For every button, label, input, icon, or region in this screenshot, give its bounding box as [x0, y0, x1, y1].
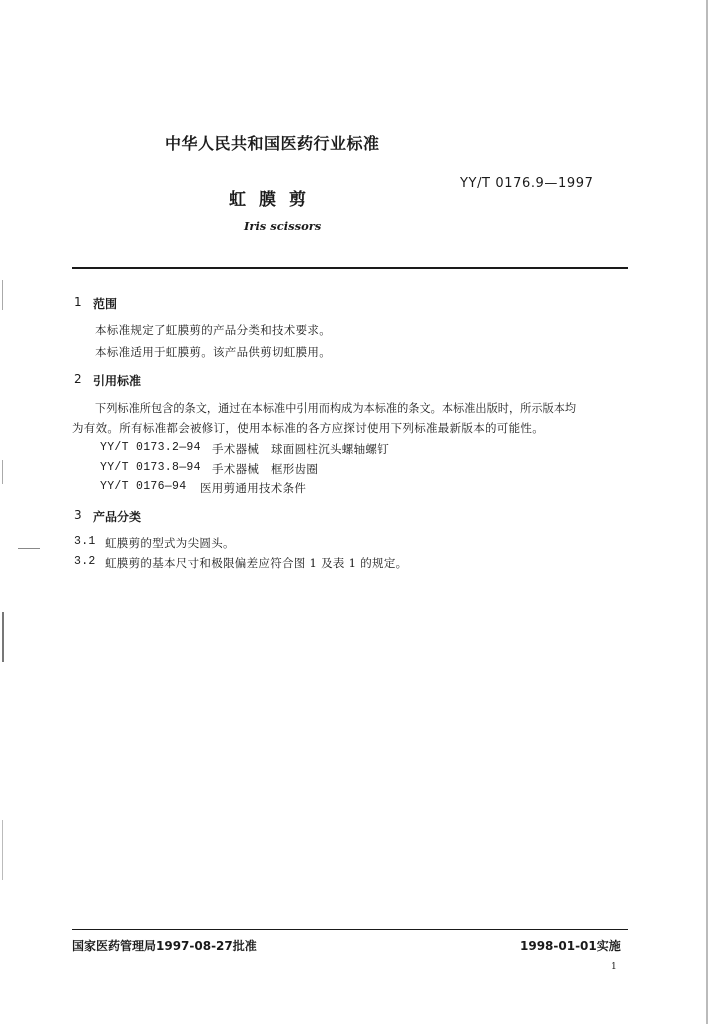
section-number: 3 [74, 508, 82, 522]
english-title: Iris scissors [244, 219, 322, 233]
clause-number: 3.1 [74, 535, 96, 548]
scan-mark [2, 820, 3, 880]
clause-text: 虹膜剪的型式为尖圆头。 [105, 536, 235, 550]
paragraph: 本标准适用于虹膜剪。该产品供剪切虹膜用。 [95, 345, 331, 359]
reference-name: 医用剪通用技术条件 [200, 481, 307, 495]
section-number: 1 [74, 295, 82, 309]
effective-date: 1998-01-01实施 [520, 939, 621, 953]
reference-name: 手术器械 框形齿圈 [212, 462, 319, 476]
reference-code: YY/T 0173.8—94 [100, 461, 201, 474]
section-title: 产品分类 [93, 510, 142, 524]
paragraph: 为有效。所有标准都会被修订，使用本标准的各方应探讨使用下列标准最新版本的可能性。 [72, 421, 544, 435]
scan-mark [706, 0, 708, 1024]
footer-divider [72, 929, 628, 930]
clause-text: 虹膜剪的基本尺寸和极限偏差应符合图 1 及表 1 的规定。 [105, 556, 408, 570]
scan-mark [2, 460, 3, 484]
document-title: 虹膜剪 [229, 190, 319, 210]
section-title: 范围 [93, 297, 118, 311]
section-number: 2 [74, 372, 82, 386]
reference-name: 手术器械 球面圆柱沉头螺轴螺钉 [212, 442, 389, 456]
organization-header: 中华人民共和国医药行业标准 [165, 134, 380, 153]
scan-mark [2, 612, 4, 662]
paragraph: 下列标准所包含的条文，通过在本标准中引用而构成为本标准的条文。本标准出版时，所示版本均 [95, 402, 577, 415]
section-title: 引用标准 [93, 374, 142, 388]
page-number: 1 [611, 962, 617, 972]
standard-number: YY/T 0176.9—1997 [460, 176, 594, 191]
approval-date: 国家医药管理局1997-08-27批准 [72, 939, 257, 953]
scan-mark [18, 548, 40, 549]
paragraph: 本标准规定了虹膜剪的产品分类和技术要求。 [95, 323, 331, 337]
clause-number: 3.2 [74, 555, 96, 568]
scan-mark [2, 280, 3, 310]
reference-code: YY/T 0176—94 [100, 480, 187, 493]
reference-code: YY/T 0173.2—94 [100, 441, 201, 454]
header-divider [72, 267, 628, 269]
